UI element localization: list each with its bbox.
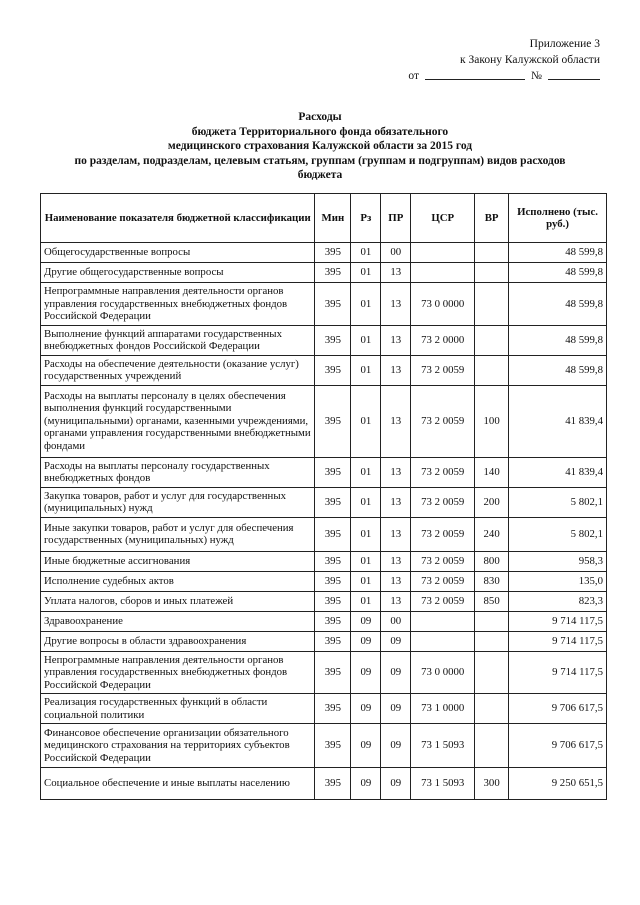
table-row xyxy=(41,631,607,651)
row-name: Социальное обеспечение и иные выплаты населению xyxy=(41,768,315,800)
row-vr xyxy=(475,243,509,263)
row-min: 395 xyxy=(315,457,351,487)
row-rz: 01 xyxy=(351,591,381,611)
date-blank xyxy=(425,68,525,80)
row-rz: 01 xyxy=(351,385,381,457)
row-name: Здравоохранение xyxy=(41,611,315,631)
row-csr: 73 2 0059 xyxy=(411,385,475,457)
row-name: Иные бюджетные ассигнования xyxy=(41,551,315,571)
row-rz: 09 xyxy=(351,724,381,768)
header-vr: ВР xyxy=(475,194,509,243)
row-vr: 300 xyxy=(475,768,509,800)
row-vr xyxy=(475,283,509,326)
row-vr xyxy=(475,325,509,355)
table-header-row xyxy=(41,194,607,243)
row-vr xyxy=(475,631,509,651)
table-row xyxy=(41,457,607,487)
table-row xyxy=(41,551,607,571)
row-pr: 13 xyxy=(381,591,411,611)
row-min: 395 xyxy=(315,263,351,283)
number-blank xyxy=(548,68,600,80)
row-csr: 73 2 0059 xyxy=(411,517,475,551)
row-amount: 9 714 117,5 xyxy=(509,631,607,651)
table-row xyxy=(41,355,607,385)
row-vr: 100 xyxy=(475,385,509,457)
table-row xyxy=(41,517,607,551)
row-amount: 48 599,8 xyxy=(509,355,607,385)
row-csr xyxy=(411,611,475,631)
row-pr: 13 xyxy=(381,571,411,591)
row-amount: 5 802,1 xyxy=(509,517,607,551)
row-csr: 73 2 0059 xyxy=(411,487,475,517)
row-min: 395 xyxy=(315,591,351,611)
row-pr: 13 xyxy=(381,385,411,457)
row-vr xyxy=(475,611,509,631)
row-vr: 800 xyxy=(475,551,509,571)
row-pr: 13 xyxy=(381,263,411,283)
row-rz: 01 xyxy=(351,487,381,517)
row-rz: 01 xyxy=(351,355,381,385)
row-rz: 01 xyxy=(351,457,381,487)
row-csr: 73 2 0059 xyxy=(411,457,475,487)
row-vr: 200 xyxy=(475,487,509,517)
row-name: Выполнение функций аппаратами государственных внебюджетных фондов Российской Федерации xyxy=(41,325,315,355)
row-csr xyxy=(411,631,475,651)
row-name: Закупка товаров, работ и услуг для государственных (муниципальных) нужд xyxy=(41,487,315,517)
row-pr: 00 xyxy=(381,611,411,631)
row-min: 395 xyxy=(315,631,351,651)
row-pr: 13 xyxy=(381,355,411,385)
row-amount: 5 802,1 xyxy=(509,487,607,517)
row-name: Финансовое обеспечение организации обязательного медицинского страхования на территориях субъектов Российской Федерации xyxy=(41,724,315,768)
row-vr xyxy=(475,355,509,385)
row-amount: 41 839,4 xyxy=(509,385,607,457)
header-min: Мин xyxy=(315,194,351,243)
row-min: 395 xyxy=(315,724,351,768)
row-csr: 73 2 0059 xyxy=(411,591,475,611)
table-row xyxy=(41,651,607,694)
row-min: 395 xyxy=(315,487,351,517)
row-min: 395 xyxy=(315,355,351,385)
row-pr: 13 xyxy=(381,283,411,326)
row-name: Расходы на обеспечение деятельности (оказание услуг) государственных учреждений xyxy=(41,355,315,385)
date-number-line xyxy=(408,68,600,84)
row-min: 395 xyxy=(315,517,351,551)
row-amount: 9 706 617,5 xyxy=(509,694,607,724)
table-row xyxy=(41,611,607,631)
document-title xyxy=(40,110,600,183)
header-csr: ЦСР xyxy=(411,194,475,243)
row-amount: 823,3 xyxy=(509,591,607,611)
row-pr: 00 xyxy=(381,243,411,263)
table-row xyxy=(41,263,607,283)
row-rz: 01 xyxy=(351,551,381,571)
row-min: 395 xyxy=(315,571,351,591)
row-rz: 01 xyxy=(351,325,381,355)
row-min: 395 xyxy=(315,325,351,355)
row-csr: 73 0 0000 xyxy=(411,651,475,694)
budget-table xyxy=(40,193,607,800)
header-executed: Исполнено (тыс. руб.) xyxy=(509,194,607,243)
table-row xyxy=(41,571,607,591)
title-line-2: бюджета Территориального фонда обязательного xyxy=(191,125,449,138)
row-min: 395 xyxy=(315,694,351,724)
row-name: Общегосударственные вопросы xyxy=(41,243,315,263)
row-vr: 240 xyxy=(475,517,509,551)
row-name: Исполнение судебных актов xyxy=(41,571,315,591)
date-label: от xyxy=(408,70,420,82)
row-csr: 73 1 5093 xyxy=(411,724,475,768)
table-row xyxy=(41,694,607,724)
header-name: Наименование показателя бюджетной классификации xyxy=(41,194,315,243)
appendix-number: Приложение 3 xyxy=(529,38,600,50)
title-line-1: Расходы xyxy=(298,111,342,123)
row-rz: 01 xyxy=(351,571,381,591)
row-csr xyxy=(411,243,475,263)
row-vr: 850 xyxy=(475,591,509,611)
row-amount: 48 599,8 xyxy=(509,263,607,283)
row-vr xyxy=(475,694,509,724)
title-line-4: по разделам, подразделам, целевым статьям, группам (группам и подгруппам) видов расходов xyxy=(74,154,566,167)
table-row xyxy=(41,385,607,457)
row-min: 395 xyxy=(315,768,351,800)
row-pr: 13 xyxy=(381,325,411,355)
row-amount: 9 250 651,5 xyxy=(509,768,607,800)
row-min: 395 xyxy=(315,611,351,631)
row-vr xyxy=(475,724,509,768)
row-rz: 01 xyxy=(351,263,381,283)
title-line-5: бюджета xyxy=(297,169,343,181)
row-amount: 48 599,8 xyxy=(509,243,607,263)
table-row xyxy=(41,325,607,355)
row-amount: 9 714 117,5 xyxy=(509,611,607,631)
table-row xyxy=(41,243,607,263)
title-line-3: медицинского страхования Калужской области за 2015 год xyxy=(167,140,473,152)
row-name: Расходы на выплаты персоналу государственных внебюджетных фондов xyxy=(41,457,315,487)
row-name: Расходы на выплаты персоналу в целях обеспечения выполнения функций государственными (муниципальными) органами, казенными учреждениями, органами управления государственными внебюджетными фондами xyxy=(41,385,315,457)
table-row xyxy=(41,591,607,611)
row-pr: 09 xyxy=(381,768,411,800)
row-rz: 09 xyxy=(351,611,381,631)
row-min: 395 xyxy=(315,283,351,326)
row-name: Реализация государственных функций в области социальной политики xyxy=(41,694,315,724)
row-csr: 73 0 0000 xyxy=(411,283,475,326)
appendix-law-ref: к Закону Калужской области xyxy=(460,54,600,66)
row-csr: 73 1 0000 xyxy=(411,694,475,724)
table-row xyxy=(41,487,607,517)
row-csr xyxy=(411,263,475,283)
table-row xyxy=(41,283,607,326)
row-name: Уплата налогов, сборов и иных платежей xyxy=(41,591,315,611)
row-name: Непрограммные направления деятельности органов управления государственных внебюджетных фондов Российской Федерации xyxy=(41,283,315,326)
row-name: Другие вопросы в области здравоохранения xyxy=(41,631,315,651)
row-amount: 48 599,8 xyxy=(509,283,607,326)
row-vr xyxy=(475,651,509,694)
row-csr: 73 2 0000 xyxy=(411,325,475,355)
row-vr: 830 xyxy=(475,571,509,591)
row-vr: 140 xyxy=(475,457,509,487)
row-rz: 09 xyxy=(351,631,381,651)
row-amount: 135,0 xyxy=(509,571,607,591)
row-amount: 48 599,8 xyxy=(509,325,607,355)
row-rz: 09 xyxy=(351,651,381,694)
row-pr: 09 xyxy=(381,631,411,651)
row-pr: 13 xyxy=(381,517,411,551)
row-pr: 13 xyxy=(381,551,411,571)
table-body xyxy=(41,243,607,800)
row-rz: 01 xyxy=(351,283,381,326)
row-amount: 9 706 617,5 xyxy=(509,724,607,768)
row-name: Непрограммные направления деятельности органов управления государственных внебюджетных фондов Российской Федерации xyxy=(41,651,315,694)
row-pr: 09 xyxy=(381,651,411,694)
row-pr: 09 xyxy=(381,724,411,768)
row-csr: 73 2 0059 xyxy=(411,355,475,385)
row-amount: 9 714 117,5 xyxy=(509,651,607,694)
header-rz: Рз xyxy=(351,194,381,243)
row-rz: 09 xyxy=(351,768,381,800)
row-pr: 09 xyxy=(381,694,411,724)
row-name: Иные закупки товаров, работ и услуг для обеспечения государственных (муниципальных) нужд xyxy=(41,517,315,551)
row-csr: 73 2 0059 xyxy=(411,551,475,571)
table-row xyxy=(41,724,607,768)
row-name: Другие общегосударственные вопросы xyxy=(41,263,315,283)
header-pr: ПР xyxy=(381,194,411,243)
row-vr xyxy=(475,263,509,283)
number-label: № xyxy=(531,70,542,82)
row-pr: 13 xyxy=(381,487,411,517)
row-min: 395 xyxy=(315,243,351,263)
row-amount: 41 839,4 xyxy=(509,457,607,487)
row-min: 395 xyxy=(315,551,351,571)
table-row xyxy=(41,768,607,800)
row-min: 395 xyxy=(315,651,351,694)
appendix-header xyxy=(408,36,600,84)
row-min: 395 xyxy=(315,385,351,457)
row-rz: 09 xyxy=(351,694,381,724)
row-rz: 01 xyxy=(351,517,381,551)
row-pr: 13 xyxy=(381,457,411,487)
row-amount: 958,3 xyxy=(509,551,607,571)
row-csr: 73 2 0059 xyxy=(411,571,475,591)
row-rz: 01 xyxy=(351,243,381,263)
row-csr: 73 1 5093 xyxy=(411,768,475,800)
